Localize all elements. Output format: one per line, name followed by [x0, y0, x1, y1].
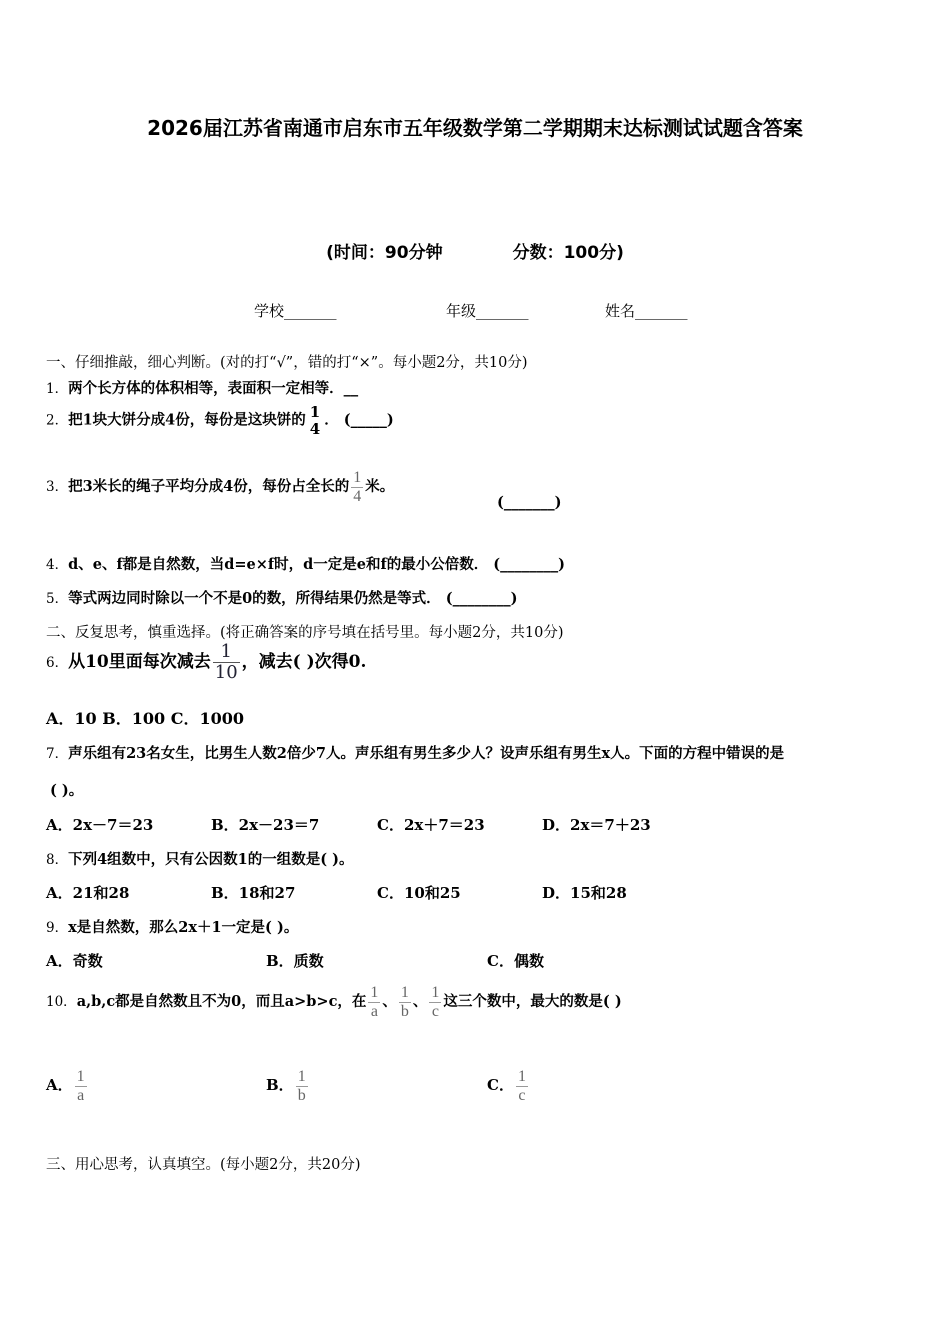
section2-heading: 二、反复思考，慎重选择。(将正确答案的序号填在括号里。每小题2分，共10分): [46, 625, 564, 641]
section3-heading: 三、用心思考，认真填空。(每小题2分，共20分): [46, 1157, 361, 1173]
question-number: 10．: [46, 994, 77, 1011]
fraction-numerator: 1: [220, 641, 232, 662]
question-number: 8．: [46, 852, 69, 868]
fraction: $\frac{1}{a}$: [76, 1068, 85, 1104]
q10-option-a: A． $\frac{1}{a}$: [46, 1068, 85, 1104]
page-title: 2026届江苏省南通市启东市五年级数学第二学期期末达标测试试题含答案: [147, 116, 803, 140]
question-text-end: ，减去( )次得0.: [241, 651, 367, 672]
question-text: 两个长方体的体积相等，表面积一定相等．__: [68, 380, 359, 397]
school-field: 学校_______: [254, 302, 337, 320]
question-6: [46, 642, 366, 683]
question-1: [46, 377, 358, 398]
q10-option-c: C． $\frac{1}{c}$: [487, 1068, 526, 1104]
q8-option-c: C．10和25: [377, 884, 461, 902]
question-text: 把1块大饼分成4份，每份是这块饼的: [68, 411, 306, 429]
q10-option-b: B． $\frac{1}{b}$: [266, 1068, 306, 1104]
q9-option-a: A．奇数: [46, 952, 103, 970]
fraction-denominator: 4: [353, 487, 362, 505]
q8-option-a: A．21和28: [46, 884, 130, 902]
q8-option-d: D．15和28: [542, 884, 627, 902]
question-text-end: 这三个数中，最大的数是( ): [443, 993, 622, 1011]
fraction-numerator: 1: [309, 403, 321, 421]
question-number: 9．: [46, 920, 69, 936]
question-number: 1．: [46, 381, 69, 397]
fraction-1-over-a: $\frac{1}{a}$: [370, 984, 379, 1020]
section1-heading: 一、仔细推敲，细心判断。(对的打“√”，错的打“×”。每小题2分，共10分): [46, 355, 528, 371]
q7-option-b: B．2x－23＝7: [211, 816, 320, 834]
fraction: [308, 404, 322, 437]
question-3: [46, 469, 394, 505]
question-10: 10．a,b,c都是自然数且不为0，而且a>b>c，在 $\frac{1}{a}$ 、 $\frac{1}{b}$ 、 $\frac{1}{c}$ 这三个数中，最大的数是( ): [46, 984, 622, 1020]
question-text-end: 米。: [365, 478, 395, 496]
answer-blank-3: (_______): [497, 494, 562, 511]
question-number: 7．: [46, 746, 69, 762]
question-8: [46, 848, 354, 869]
question-text: a,b,c都是自然数且不为0，而且a>b>c，在: [76, 993, 367, 1011]
fraction: [351, 469, 363, 505]
question-number: 4．: [46, 557, 69, 573]
question-number: 2．: [46, 412, 69, 429]
q7-option-d: D．2x＝7＋23: [542, 816, 651, 834]
exam-time-score: [0, 238, 950, 263]
fraction: $\frac{1}{b}$: [297, 1068, 306, 1104]
q9-option-c: C．偶数: [487, 952, 544, 970]
question-text: x是自然数，那么2x＋1一定是( )。: [68, 919, 299, 936]
fraction-denominator: 4: [309, 419, 321, 438]
q7-option-a: A．2x－7＝23: [46, 816, 154, 834]
question-text: 从10里面每次减去: [68, 651, 211, 672]
question-7-line2: ( )。: [50, 782, 84, 799]
question-4: [46, 553, 565, 574]
question-9: [46, 916, 298, 937]
question-5: [46, 587, 517, 608]
question-text: 等式两边同时除以一个不是0的数，所得结果仍然是等式． (________): [68, 590, 518, 607]
question-number: 3．: [46, 479, 69, 496]
question-7: [46, 742, 784, 763]
fraction-1-over-b: $\frac{1}{b}$: [400, 984, 409, 1020]
question-text-end: ． (_____): [324, 411, 394, 429]
fraction-1-over-c: $\frac{1}{c}$: [431, 984, 440, 1020]
q9-option-b: B．质数: [266, 952, 324, 970]
question-text: d、e、f都是自然数，当d=e×f时，d一定是e和f的最小公倍数． (________): [68, 556, 565, 573]
name-field: 姓名_______: [605, 302, 688, 320]
question-text: 声乐组有23名女生，比男生人数2倍少7人。声乐组有男生多少人？设声乐组有男生x人。下面的方程中错误的是: [68, 745, 785, 762]
q7-option-c: C．2x＋7＝23: [377, 816, 485, 834]
fraction: $\frac{1}{c}$: [517, 1068, 526, 1104]
question-6-options: A．10 B．100 C．1000: [46, 709, 245, 728]
fraction: [213, 642, 240, 683]
exam-score: 分数：100分): [512, 243, 624, 263]
question-text: 下列4组数中，只有公因数1的一组数是( )。: [68, 851, 354, 868]
exam-time: (时间：90分钟: [326, 243, 443, 263]
grade-field: 年级_______: [446, 302, 529, 320]
question-number: 6．: [46, 654, 69, 671]
fraction-numerator: 1: [353, 469, 362, 486]
fraction-denominator: 10: [214, 661, 238, 683]
question-2: [46, 404, 394, 437]
question-text: 把3米长的绳子平均分成4份，每份占全长的: [68, 478, 350, 496]
q8-option-b: B．18和27: [211, 884, 296, 902]
question-number: 5．: [46, 591, 69, 607]
